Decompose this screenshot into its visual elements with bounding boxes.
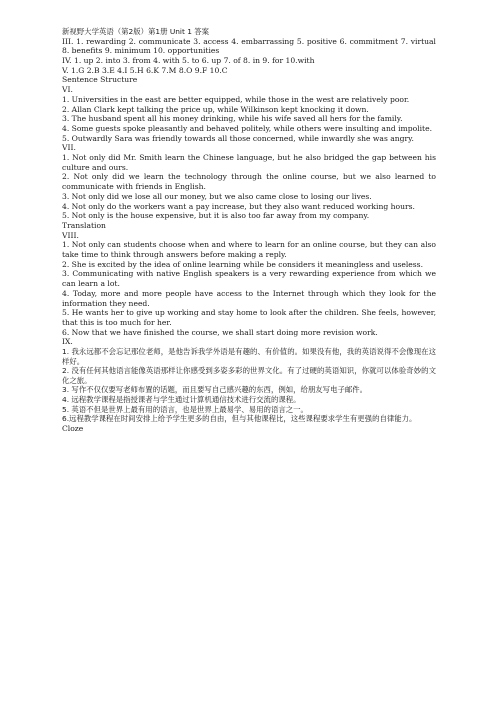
- heading-cloze: Cloze: [62, 423, 84, 433]
- vi-answer-2: 2. Allan Clark kept talking the price up, while Wilkinson kept knocking it down.: [62, 104, 369, 114]
- section-vii-heading: VII.: [62, 143, 76, 153]
- viii-answer-2: 2. She is excited by the idea of online learning while be considers it meaningless and useless.: [62, 259, 423, 269]
- vi-answer-5: 5. Outwardly Sara was friendly towards all those concerned, while inwardly she was angry.: [62, 133, 414, 143]
- vi-answer-1: 1. Universities in the east are better equipped, while those in the west are relatively poor.: [62, 94, 410, 104]
- document-title: 新视野大学英语（第2版）第1册 Unit 1 答案: [62, 27, 210, 36]
- ix-answer-6: 6.远程教学课程在时间安排上给予学生更多的自由，但与其他课程比，这些课程要求学生有更强的自律能力。: [62, 414, 417, 424]
- ix-answer-5: 5. 英语不但是世界上最有用的语言，也是世界上最易学、易用的语言之一。: [62, 404, 308, 414]
- viii-answer-6: 6. Now that we have finished the course, we shall start doing more revision work.: [62, 327, 378, 337]
- vii-answer-5: 5. Not only is the house expensive, but it is also too far away from my company.: [62, 211, 370, 221]
- vi-answer-3: 3. The husband spent all his money drinking, while his wife saved all hers for the family.: [62, 114, 403, 124]
- vii-answer-2: 2. Not only did we learn the technology through the online course, but we also learned to communicate with friends in English.: [62, 172, 436, 192]
- section-iv-answers: IV. 1. up 2. into 3. from 4. with 5. to 6. up 7. of 8. in 9. for 10.with: [62, 56, 315, 65]
- section-v-answers: V. 1.G 2.B 3.E 4.I 5.H 6.K 7.M 8.O 9.F 10.C: [62, 65, 228, 75]
- vii-answer-3: 3. Not only did we lose all our money, but we also came close to losing our lives.: [62, 191, 372, 201]
- ix-answer-2: 2. 没有任何其他语言能像英语那样让你感受到多姿多彩的世界文化。有了过硬的英语知识，你就可以体验奇妙的文化之旅。: [62, 366, 436, 385]
- heading-sentence-structure: Sentence Structure: [62, 75, 138, 85]
- section-ix-heading: IX.: [62, 337, 73, 347]
- viii-answer-3: 3. Communicating with native English speakers is a very rewarding experience from which we can learn a lot.: [62, 269, 436, 289]
- vii-answer-4: 4. Not only do the workers want a pay increase, but they also want reduced working hours.: [62, 201, 415, 211]
- ix-answer-3: 3. 写作不仅仅要写老师布置的话题，而且要写自己感兴趣的东西，例如，给朋友写电子邮件。: [62, 385, 368, 395]
- vi-answer-4: 4. Some guests spoke pleasantly and behaved politely, while others were insulting and impolite.: [62, 123, 432, 133]
- vii-answer-1: 1. Not only did Mr. Smith learn the Chinese language, but he also bridged the gap between his culture and ours.: [62, 153, 436, 172]
- section-viii-heading: VIII.: [62, 230, 79, 240]
- heading-translation: Translation: [62, 220, 106, 230]
- ix-answer-4: 4. 远程教学课程是指授课者与学生通过计算机通信技术进行交流的课程。: [62, 395, 301, 405]
- viii-answer-1: 1. Not only can students choose when and where to learn for an online course, but they can also take time to think through answers before making a reply.: [62, 240, 436, 260]
- answer-key-document: [62, 27, 436, 434]
- section-vi-heading: VI.: [62, 85, 73, 95]
- section-iii-answers: III. 1. rewarding 2. communicate 3. access 4. embarrassing 5. positive 6. commitment 7. virtual 8. benefits 9. minimum 10. opportunities: [62, 36, 436, 56]
- viii-answer-4: 4. Today, more and more people have access to the Internet through which they look for the information they need.: [62, 288, 436, 308]
- ix-answer-1: 1. 我永远都不会忘记那位老师，是他告诉我学外语是有趣的、有价值的。如果没有他，我的英语说得不会像现在这样好。: [62, 347, 436, 366]
- viii-answer-5: 5. He wants her to give up working and stay home to look after the children. She feels, however, that this is too much for her.: [62, 308, 436, 327]
